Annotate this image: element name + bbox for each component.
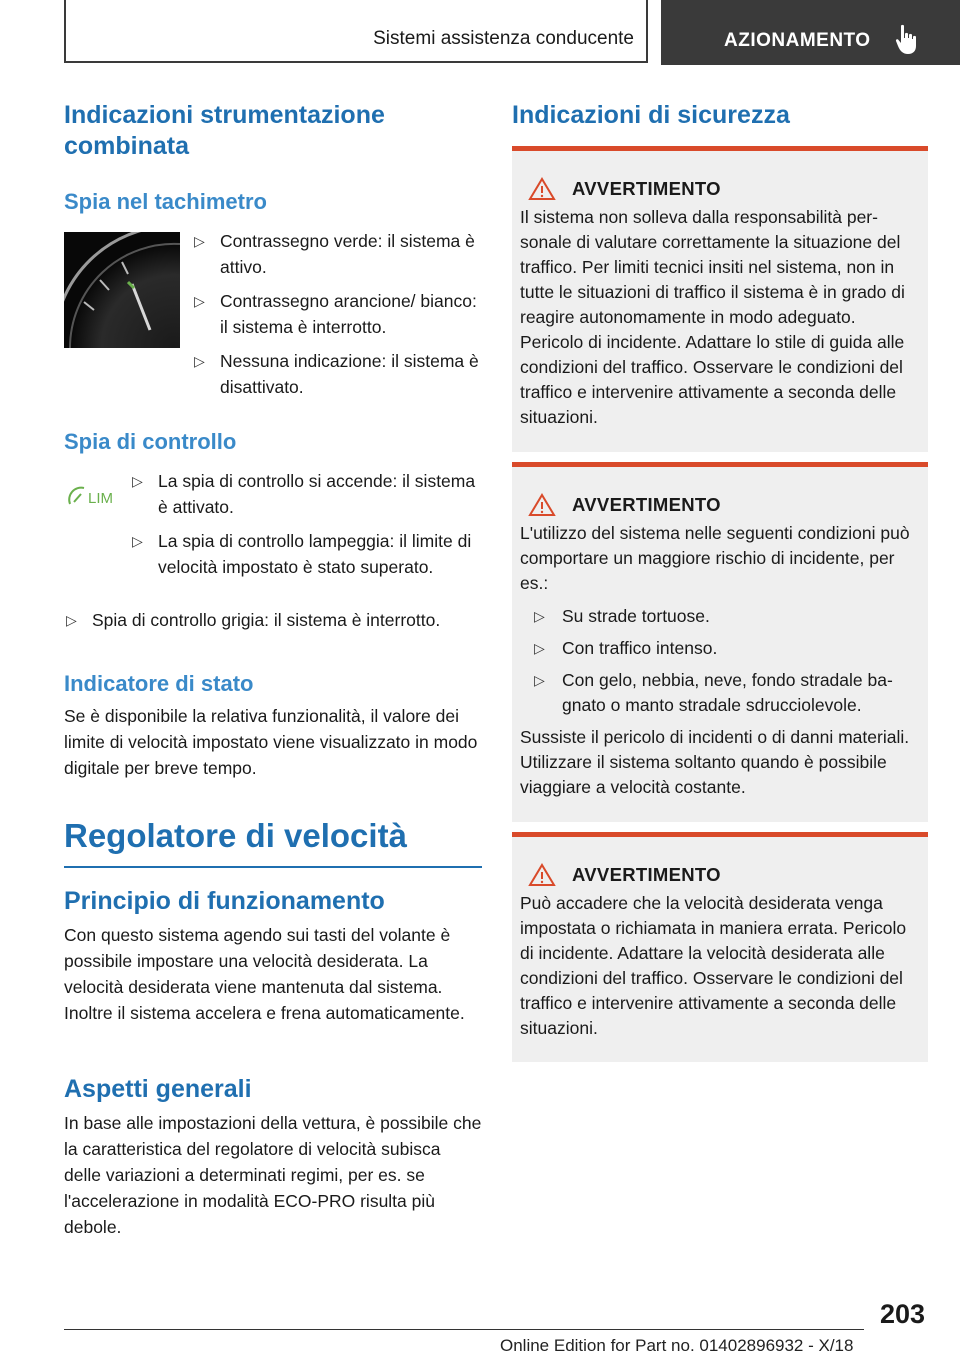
principle-text: Con questo sistema agendo sui tasti del volante è possibile impostare una velocità desiderata. La velocità desiderata viene mantenuta dal sistema. Inoltre il sistema accelera e frena automaticamente. xyxy=(64,925,465,1023)
warning-box-1 xyxy=(512,146,928,452)
header-section-title: Sistemi assistenza conducente xyxy=(373,28,634,49)
heading-principle: Principio di funzionamento xyxy=(64,887,385,915)
triangle-bullet-icon: ▷ xyxy=(66,612,77,628)
footer-rule xyxy=(64,1329,864,1330)
general-text: In base alle impostazioni della vettura, è possibile che la caratteristica del regolatore di velocità subisca delle variazioni a determinati regimi, per es. se l'accelerazione in modalità ECO-PRO risulta più debole. xyxy=(64,1113,482,1237)
control-light-list xyxy=(130,468,482,588)
list-item-text: Con traffico intenso. xyxy=(562,638,718,658)
right-column xyxy=(512,100,928,1038)
heading-status-indicator: Indicatore di stato xyxy=(64,671,254,696)
warning-text: Può accadere che la velocità desiderata venga impostata o richiamata in maniera errata. Pericolo di incidente. Adattare la velocità desiderata alle condizioni del traffico. Osservare le condizioni del traffico e intervenire attivamente a seconda delle situazioni. xyxy=(520,893,907,1038)
list-item xyxy=(64,607,482,633)
list-item-text: Contrassegno arancione/ bianco: il sistema è interrotto. xyxy=(220,291,477,337)
list-item xyxy=(192,288,482,340)
list-item xyxy=(130,468,482,520)
heading-general: Aspetti generali xyxy=(64,1075,252,1103)
warning-label: AVVERTIMENTO xyxy=(572,178,721,199)
list-item-text: Con gelo, nebbia, neve, fondo stradale bagnato o manto stradale sdrucciolevole. xyxy=(562,670,893,715)
lim-icon-label: LIM xyxy=(88,490,114,507)
section-title-safety: Indicazioni di sicurezza xyxy=(512,101,790,129)
tachometer-list xyxy=(192,228,482,408)
triangle-bullet-icon: ▷ xyxy=(194,293,205,309)
chapter-title-block xyxy=(64,816,482,868)
list-item xyxy=(192,228,482,280)
page-number: 203 xyxy=(880,1299,926,1329)
speedometer-arc-icon xyxy=(66,484,86,506)
status-text: Se è disponibile la relativa funzionalità, il valore dei limite di velocità impostato viene visualizzato in modo digitale per breve tempo. xyxy=(64,706,478,778)
list-item-text: Nessuna indicazione: il sistema è disattivato. xyxy=(220,351,479,397)
list-item-text: La spia di controllo si accende: il sistema è attivato. xyxy=(158,471,476,517)
warning-intro: L'utilizzo del sistema nelle seguenti condizioni può comportare un maggiore rischio di incidente, per es.: xyxy=(520,523,910,593)
chapter-title-rule xyxy=(64,866,482,868)
tachometer-image xyxy=(64,232,180,348)
list-item xyxy=(520,636,920,661)
header-chapter-tab[interactable] xyxy=(661,0,960,65)
speed-limiter-icon xyxy=(66,482,120,512)
list-item xyxy=(130,528,482,580)
list-item xyxy=(192,348,482,400)
warning-box-2 xyxy=(512,462,928,822)
list-item-text: Spia di controllo grigia: il sistema è interrotto. xyxy=(92,610,441,630)
triangle-bullet-icon: ▷ xyxy=(534,672,545,688)
list-item xyxy=(520,604,920,629)
triangle-bullet-icon: ▷ xyxy=(194,233,205,249)
triangle-bullet-icon: ▷ xyxy=(132,473,143,489)
list-item xyxy=(520,668,920,718)
warning-triangle-icon xyxy=(528,863,556,887)
triangle-bullet-icon: ▷ xyxy=(194,353,205,369)
section-title-instrument: Indicazioni strumentazione combinata xyxy=(64,101,385,160)
list-item-text: La spia di controllo lampeggia: il limite di velocità impostato è stato superato. xyxy=(158,531,472,577)
left-column xyxy=(64,100,482,1237)
warning-text: Il sistema non solleva dalla responsabilità personale di valutare correttamente la situazione del traffico. Per limiti tecnici insiti nel sistema, non in tutte le situazioni di traffico il sistema è in grado di reagire autonomamente in modo adeguato. Pericolo di incidente. Adattare lo stile di guida alle condizioni del traffico. Osservare le condizioni del traffico e intervenire attivamente a seconda delle situazioni. xyxy=(520,207,905,427)
warning-title xyxy=(528,493,920,517)
warning-triangle-icon xyxy=(528,493,556,517)
control-light-extra-list xyxy=(64,607,482,641)
chapter-title: Regolatore di velocità xyxy=(64,817,407,854)
list-item-text: Contrassegno verde: il sistema è attivo. xyxy=(220,231,475,277)
pointing-hand-icon xyxy=(895,24,921,56)
warning-triangle-icon xyxy=(528,177,556,201)
heading-control-light: Spia di controllo xyxy=(64,429,237,454)
triangle-bullet-icon: ▷ xyxy=(534,608,545,624)
warning-title xyxy=(528,863,920,887)
triangle-bullet-icon: ▷ xyxy=(132,533,143,549)
warning-label: AVVERTIMENTO xyxy=(572,494,721,515)
triangle-bullet-icon: ▷ xyxy=(534,640,545,656)
warning-title xyxy=(528,177,920,201)
header-section-box xyxy=(64,0,648,63)
list-item-text: Su strade tortuose. xyxy=(562,606,710,626)
footer-edition: Online Edition for Part no. 01402896932 - X/18 xyxy=(500,1336,854,1355)
heading-tachometer: Spia nel tachimetro xyxy=(64,189,267,214)
warning-outro: Sussiste il pericolo di incidenti o di danni materiali. Utilizzare il sistema soltanto quando è possibile viaggiare a velocità costante. xyxy=(520,727,910,797)
tachometer-graphic xyxy=(64,232,180,348)
warning-box-3 xyxy=(512,832,928,1062)
warning-condition-list xyxy=(520,604,920,718)
warning-label: AVVERTIMENTO xyxy=(572,864,721,885)
header-chapter-label: AZIONAMENTO xyxy=(724,30,871,51)
